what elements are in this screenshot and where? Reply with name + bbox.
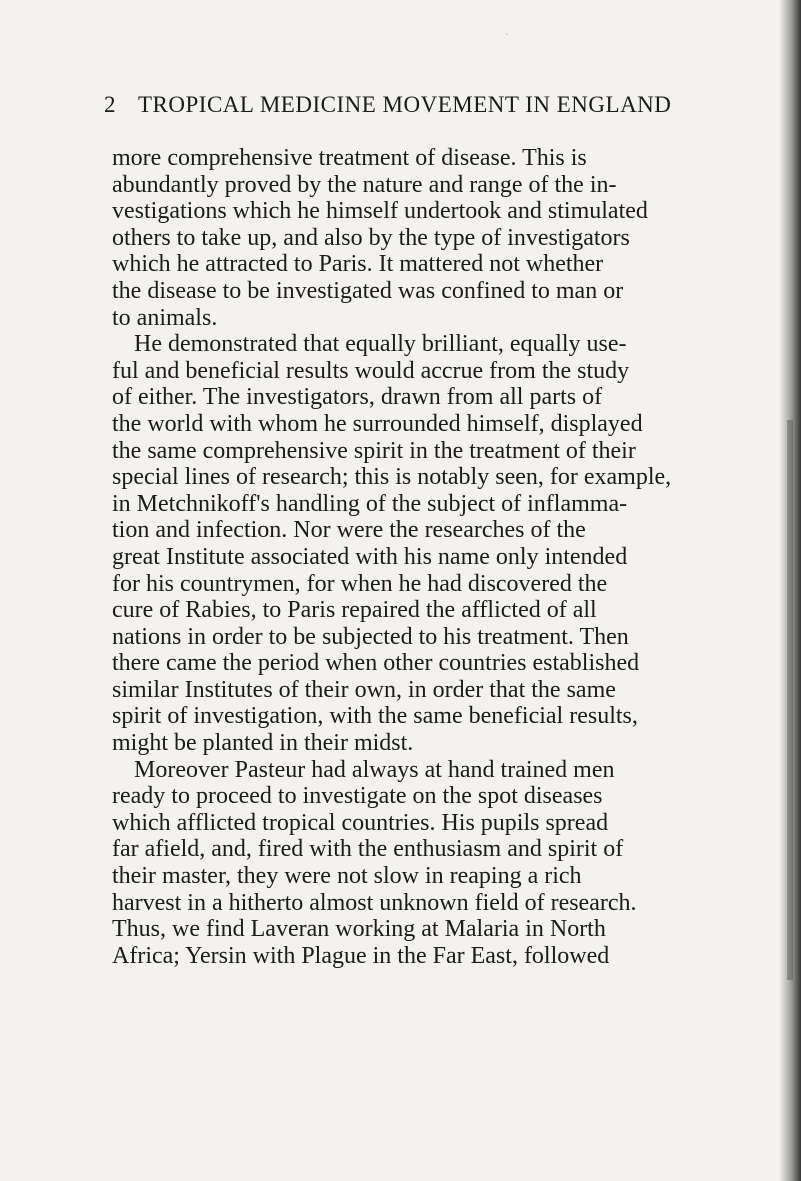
text-line: might be planted in their midst.: [112, 730, 414, 757]
text-line: the disease to be investigated was confined to man or: [112, 277, 624, 304]
text-line: more comprehensive treatment of disease. This is: [112, 145, 587, 171]
text-line: similar Institutes of their own, in order that the same: [112, 676, 616, 703]
text-line: which he attracted to Paris. It mattered not whether: [112, 251, 604, 278]
text-line: which afflicted tropical countries. His pupils spread: [112, 809, 609, 836]
text-line: of either. The investigators, drawn from all parts of: [112, 384, 603, 411]
paper-speck: ˋ: [505, 32, 509, 44]
text-line: spirit of investigation, with the same beneficial results,: [112, 703, 638, 730]
running-header: [104, 92, 744, 126]
paragraph-start-line: Moreover Pasteur had always at hand trained men: [134, 756, 615, 783]
running-title: TROPICAL MEDICINE MOVEMENT IN ENGLAND: [138, 92, 672, 117]
page-edge-shadow-inner: [787, 420, 793, 980]
text-line: vestigations which he himself undertook and stimulated: [112, 198, 648, 225]
text-line: nations in order to be subjected to his treatment. Then: [112, 623, 629, 650]
text-line: the same comprehensive spirit in the treatment of their: [112, 437, 636, 464]
text-line: abundantly proved by the nature and range of the in-: [112, 171, 617, 198]
text-line: to animals.: [112, 304, 218, 331]
text-line: cure of Rabies, to Paris repaired the afflicted of all: [112, 597, 597, 624]
text-line: the world with whom he surrounded himself, displayed: [112, 410, 643, 437]
page-number: 2: [104, 92, 116, 117]
text-line: ready to proceed to investigate on the spot diseases: [112, 783, 603, 810]
text-line: Africa; Yersin with Plague in the Far East, followed: [112, 942, 610, 969]
text-line: in Metchnikoff's handling of the subject of inflamma-: [112, 490, 628, 517]
text-line: their master, they were not slow in reaping a rich: [112, 863, 582, 890]
text-line: far afield, and, fired with the enthusiasm and spirit of: [112, 836, 624, 863]
text-line: there came the period when other countries established: [112, 650, 640, 677]
text-line: tion and infection. Nor were the researches of the: [112, 517, 586, 544]
text-line: others to take up, and also by the type of investigators: [112, 224, 630, 251]
text-line: special lines of research; this is notably seen, for example,: [112, 464, 672, 491]
text-line: harvest in a hitherto almost unknown field of research.: [112, 889, 637, 916]
text-line: Thus, we find Laveran working at Malaria in North: [112, 916, 606, 943]
text-line: for his countrymen, for when he had discovered the: [112, 570, 608, 597]
text-line: great Institute associated with his name only intended: [112, 543, 628, 570]
paragraph-start-line: He demonstrated that equally brilliant, equally use-: [134, 331, 627, 358]
text-line: ful and beneficial results would accrue from the study: [112, 357, 630, 384]
body-text: [112, 145, 742, 969]
